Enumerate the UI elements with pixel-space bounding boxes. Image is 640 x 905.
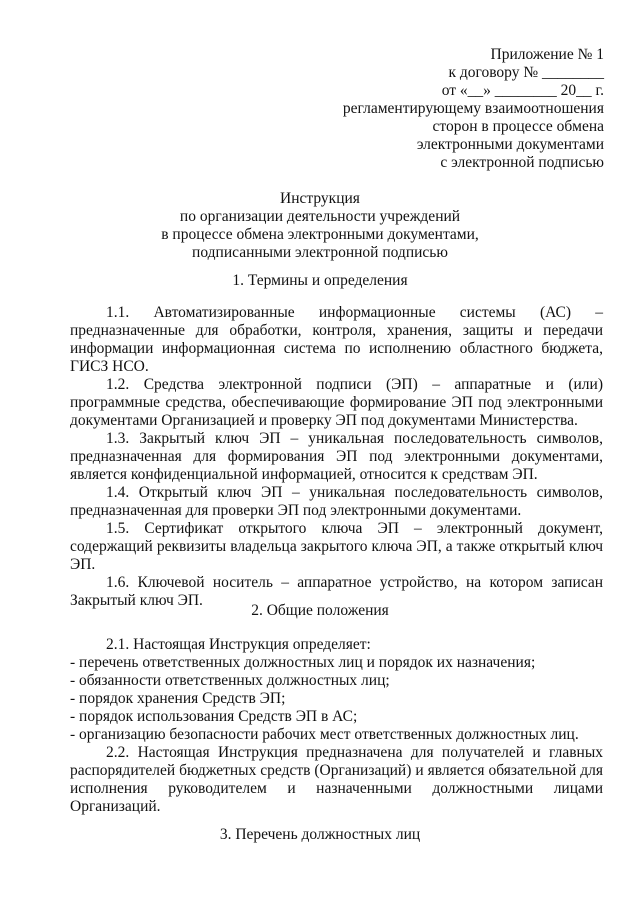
title-line: по организации деятельности учреждений bbox=[179, 208, 461, 225]
header-line: Приложение № 1 bbox=[490, 46, 604, 63]
section-2-body bbox=[70, 636, 603, 816]
section-2-intro: 2.1. Настоящая Инструкция определяет: bbox=[106, 636, 371, 653]
section-3-heading: 3. Перечень должностных лиц bbox=[219, 826, 421, 843]
definition-paragraph: 1.6. Ключевой носитель – аппаратное устройство, на котором записан Закрытый ключ ЭП. bbox=[70, 574, 603, 609]
list-item: - порядок использования Средств ЭП в АС; bbox=[70, 708, 358, 725]
appendix-header bbox=[343, 46, 604, 172]
section-2-heading: 2. Общие положения bbox=[251, 602, 389, 619]
document-title bbox=[0, 190, 640, 262]
header-line: от «__» ________ 20__ г. bbox=[441, 82, 604, 99]
definition-paragraph: 1.2. Средства электронной подписи (ЭП) – аппаратные и (или) программные средства, обеспечивающие формирование ЭП под электронными документами Организацией и проверку ЭП под документами Министерства. bbox=[70, 376, 603, 429]
section-1-body bbox=[70, 304, 603, 610]
definition-paragraph: 1.4. Открытый ключ ЭП – уникальная последовательность символов, предназначенная для проверки ЭП под электронными документами. bbox=[70, 484, 603, 519]
list-item: - организацию безопасности рабочих мест ответственных должностных лиц. bbox=[70, 726, 579, 743]
definition-paragraph: 1.5. Сертификат открытого ключа ЭП – электронный документ, содержащий реквизиты владельца закрытого ключа ЭП, а также открытый ключ ЭП. bbox=[70, 520, 603, 573]
section-1-heading: 1. Термины и определения bbox=[232, 272, 408, 289]
header-line: регламентирующему взаимоотношения bbox=[342, 100, 604, 117]
section-2-paragraph: 2.2. Настоящая Инструкция предназначена для получателей и главных распорядителей бюджетных средств (Организаций) и является обязательной для исполнения руководителем и назначенными должностными лицами Организаций. bbox=[70, 744, 603, 815]
definition-paragraph: 1.3. Закрытый ключ ЭП – уникальная последовательность символов, предназначенная для формирования ЭП под электронными документами, является конфиденциальной информацией, относится к средствам ЭП. bbox=[70, 430, 603, 483]
title-line: в процессе обмена электронными документами, bbox=[161, 226, 479, 243]
header-line: сторон в процессе обмена bbox=[432, 118, 604, 135]
header-line: электронными документами bbox=[416, 136, 604, 153]
definition-paragraph: 1.1. Автоматизированные информационные системы (АС) – предназначенные для обработки, контроля, хранения, защиты и передачи информации информационная система по исполнению областного бюджета, ГИСЗ НСО. bbox=[70, 304, 603, 375]
header-line: с электронной подписью bbox=[440, 154, 604, 171]
title-line: подписанными электронной подписью bbox=[192, 244, 448, 261]
title-line: Инструкция bbox=[280, 190, 360, 207]
list-item: - перечень ответственных должностных лиц и порядок их назначения; bbox=[70, 654, 536, 671]
list-item: - порядок хранения Средств ЭП; bbox=[70, 690, 286, 707]
list-item: - обязанности ответственных должностных лиц; bbox=[70, 672, 390, 689]
header-line: к договору № ________ bbox=[448, 64, 604, 81]
